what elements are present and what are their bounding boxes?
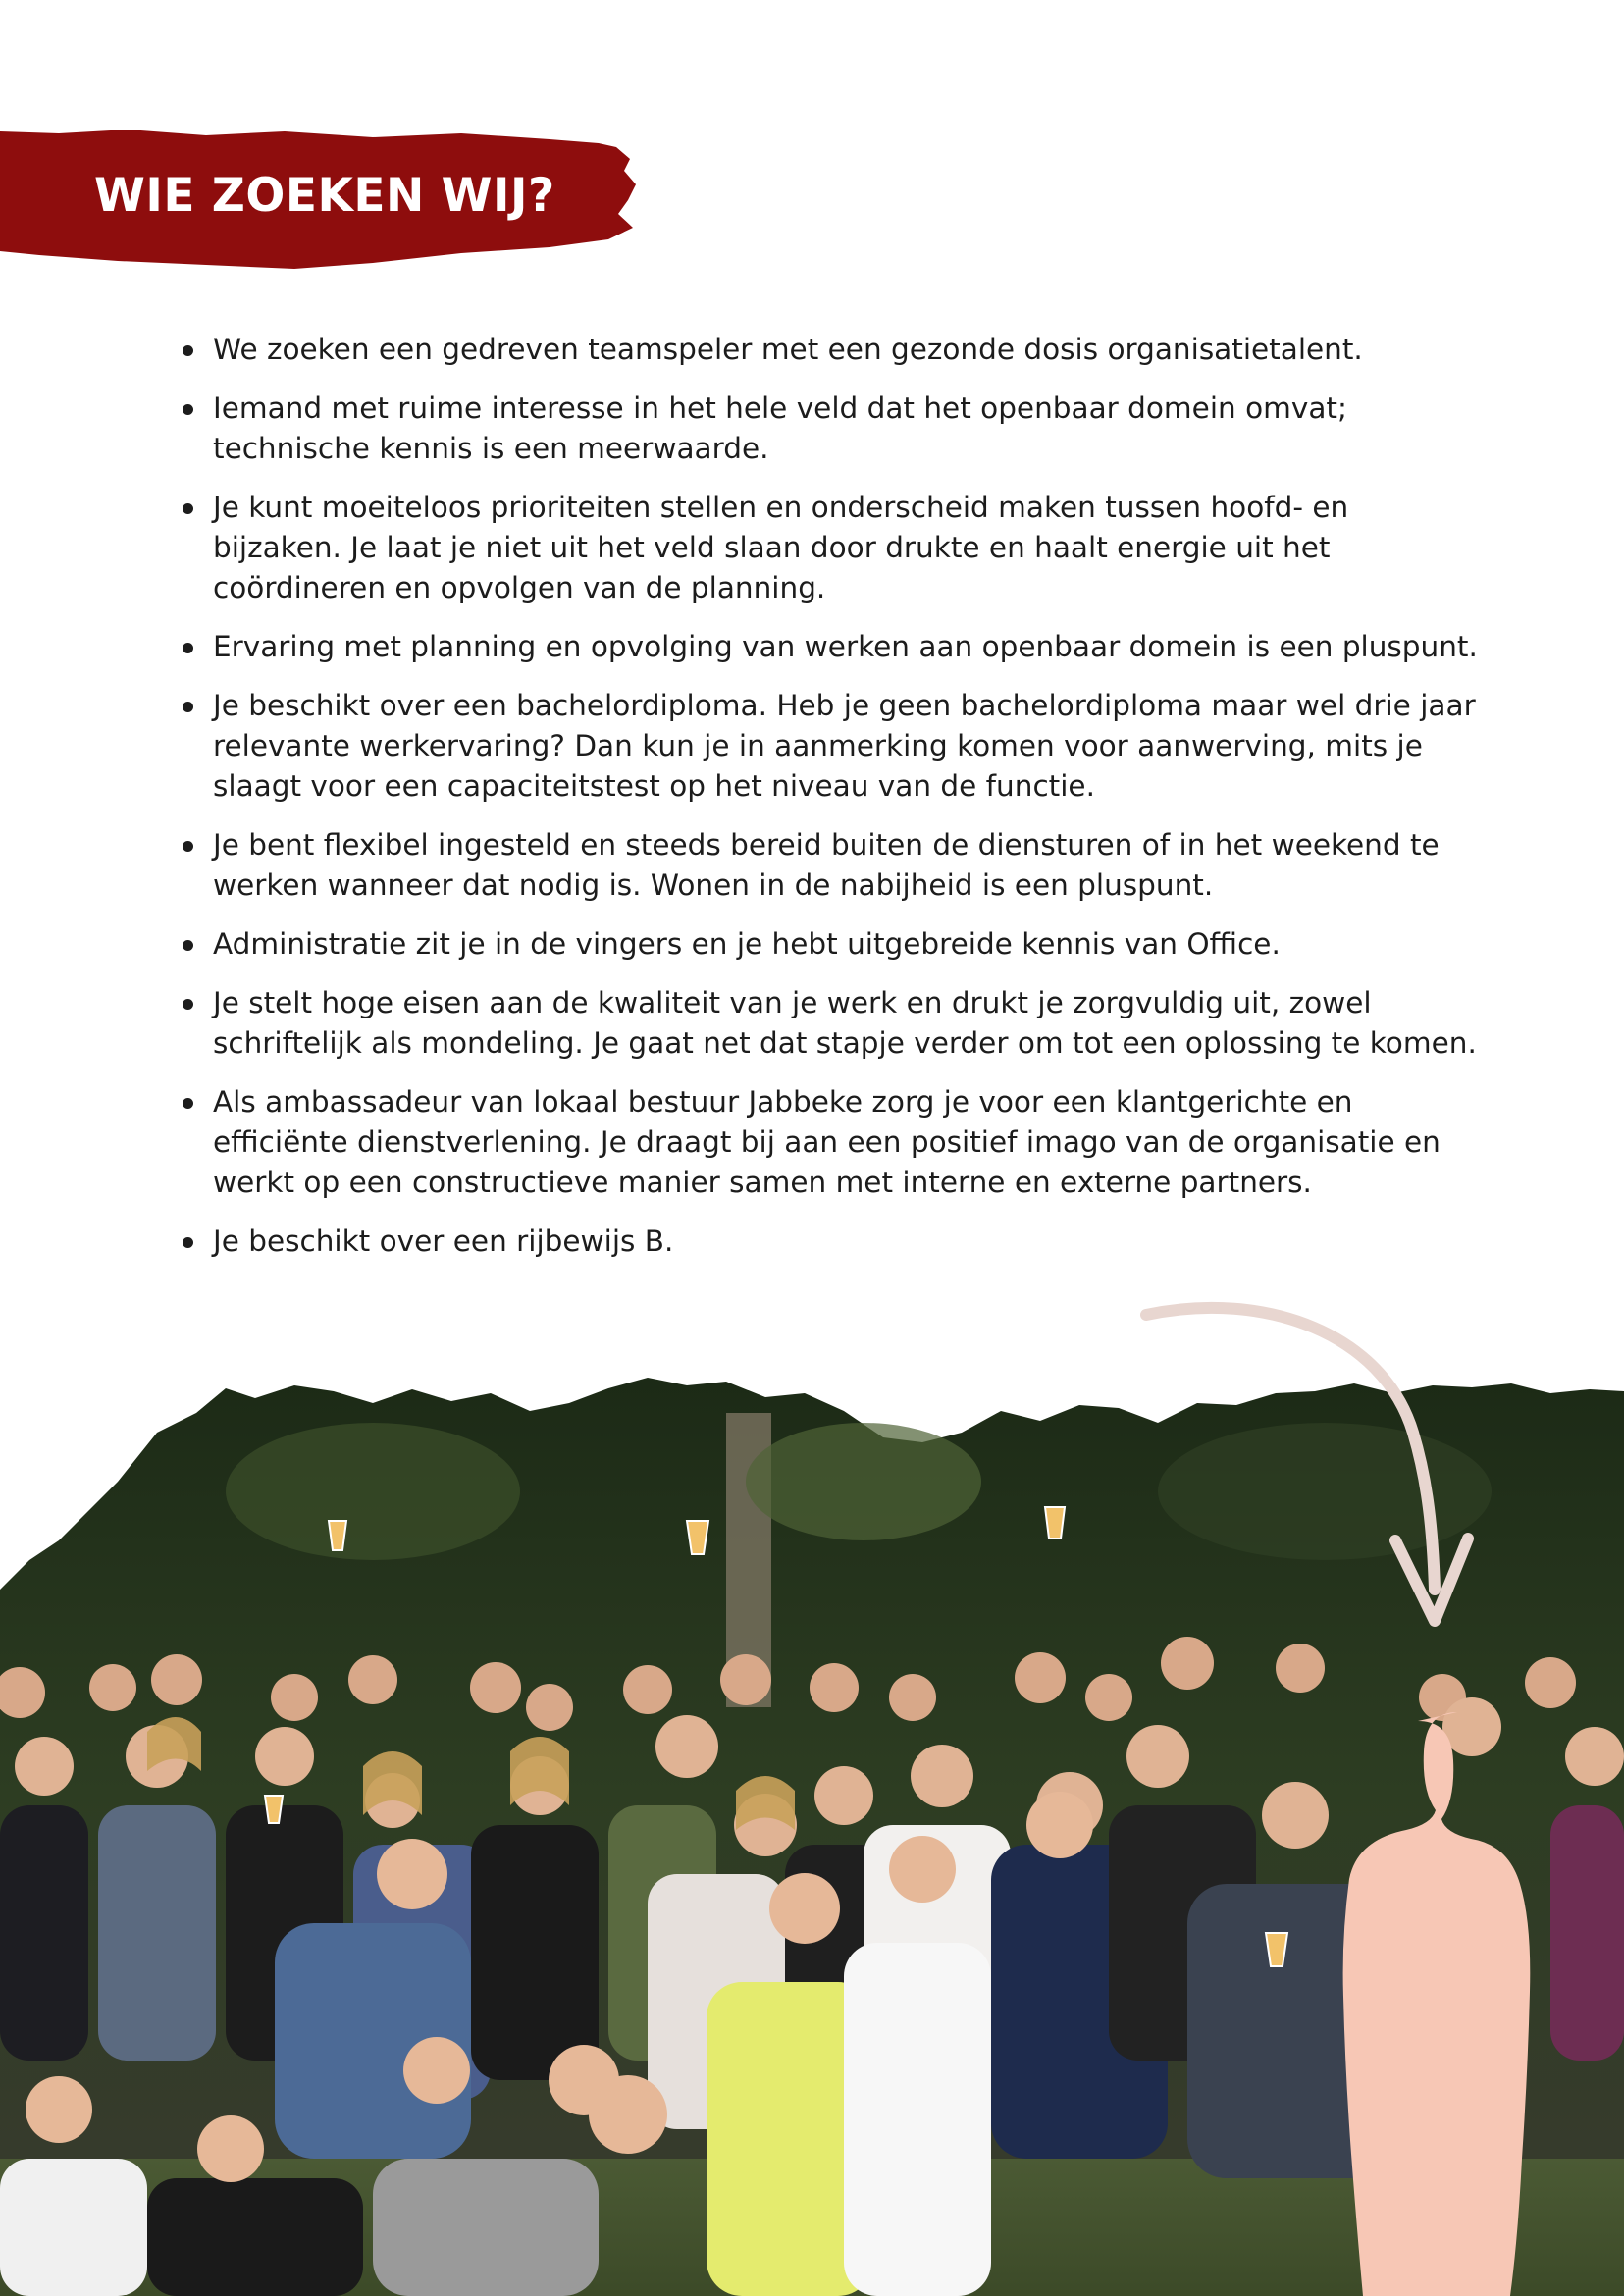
list-item xyxy=(177,1082,1482,1203)
list-item xyxy=(177,983,1482,1064)
list-item xyxy=(177,1222,1482,1262)
list-item-text: Je stelt hoge eisen aan de kwaliteit van je werk en drukt je zorgvuldig uit, zowel schriftelijk als mondeling. Je gaat net dat stapje verder om tot een oplossing te komen. xyxy=(213,986,1477,1060)
list-item xyxy=(177,924,1482,965)
bullet-icon xyxy=(183,1237,193,1248)
requirements-list xyxy=(177,330,1482,1280)
bullet-icon xyxy=(183,1098,193,1109)
list-item xyxy=(177,825,1482,906)
curved-arrow-icon xyxy=(1128,1295,1492,1648)
bullet-icon xyxy=(183,999,193,1010)
bullet-icon xyxy=(183,702,193,712)
list-item-text: Als ambassadeur van lokaal bestuur Jabbeke zorg je voor een klantgerichte en efficiënte dienstverlening. Je draagt bij aan een positief imago van de organisatie en werkt op een constructieve manier samen met interne en externe partners. xyxy=(213,1085,1441,1199)
list-item-text: Je beschikt over een bachelordiploma. Heb je geen bachelordiploma maar wel drie jaar relevante werkervaring? Dan kun je in aanmerking komen voor aanwerving, mits je slaagt voor een capaciteitstest op het niveau van de functie. xyxy=(213,689,1476,803)
bullet-icon xyxy=(183,643,193,653)
list-item xyxy=(177,686,1482,807)
bullet-icon xyxy=(183,940,193,951)
bullet-icon xyxy=(183,345,193,356)
list-item-text: We zoeken een gedreven teamspeler met een gezonde dosis organisatietalent. xyxy=(213,333,1363,366)
section-banner xyxy=(0,126,648,273)
bullet-icon xyxy=(183,841,193,852)
list-item-text: Je bent flexibel ingesteld en steeds bereid buiten de diensturen of in het weekend te werken wanneer dat nodig is. Wonen in de nabijheid is een pluspunt. xyxy=(213,828,1440,902)
list-item-text: Je kunt moeiteloos prioriteiten stellen en onderscheid maken tussen hoofd- en bijzaken. Je laat je niet uit het veld slaan door drukte en haalt energie uit het coördineren en opvolgen van de planning. xyxy=(213,491,1349,604)
section-title: WIE ZOEKEN WIJ? xyxy=(94,169,555,223)
list-item xyxy=(177,389,1482,469)
list-item-text: Ervaring met planning en opvolging van werken aan openbaar domein is een pluspunt. xyxy=(213,630,1478,663)
list-item-text: Iemand met ruime interesse in het hele veld dat het openbaar domein omvat; technische kennis is een meerwaarde. xyxy=(213,391,1347,465)
arrow-graphic xyxy=(1128,1295,1492,1648)
list-item xyxy=(177,488,1482,608)
list-item xyxy=(177,627,1482,667)
bullet-icon xyxy=(183,404,193,415)
list-item-text: Administratie zit je in de vingers en je hebt uitgebreide kennis van Office. xyxy=(213,927,1281,961)
list-item-text: Je beschikt over een rijbewijs B. xyxy=(213,1225,674,1258)
bullet-icon xyxy=(183,503,193,514)
list-item xyxy=(177,330,1482,370)
